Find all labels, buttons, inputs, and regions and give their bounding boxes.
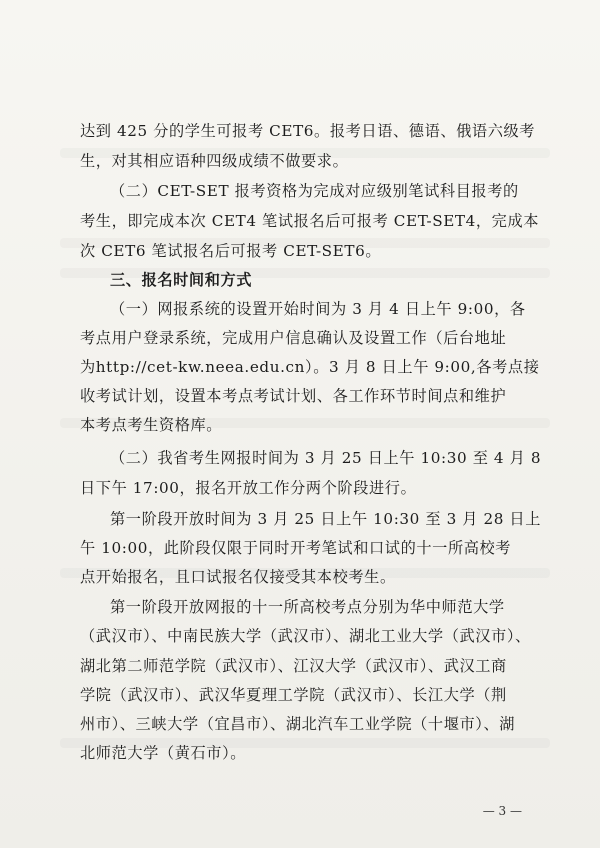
body-line: 次 CET6 笔试报名后可报考 CET-SET6。 — [80, 242, 382, 260]
body-line: 点开始报名，且口试报名仅接受其本校考生。 — [80, 568, 396, 586]
body-line: 考生，即完成本次 CET4 笔试报名后可报考 CET-SET4，完成本 — [80, 212, 540, 230]
body-line: 为http://cet-kw.neea.edu.cn）。3 月 8 日上午 9:00,各考点接 — [80, 358, 540, 376]
body-line: 湖北第二师范学院（武汉市）、江汉大学（武汉市）、武汉工商 — [80, 657, 507, 675]
body-line: 收考试计划，设置本考点考试计划、各工作环节时间点和维护 — [80, 387, 507, 405]
body-line: （二）CET-SET 报考资格为完成对应级别笔试科目报考的 — [110, 182, 519, 200]
body-line: 生，对其相应语种四级成绩不做要求。 — [80, 152, 349, 170]
section-heading: 三、报名时间和方式 — [110, 271, 253, 289]
body-line: 午 10:00，此阶段仅限于同时开考笔试和口试的十一所高校考 — [80, 539, 512, 557]
body-line: 本考点考生资格库。 — [80, 416, 223, 434]
body-line: 州市）、三峡大学（宜昌市）、湖北汽车工业学院（十堰市）、湖 — [80, 715, 516, 733]
body-line: 达到 425 分的学生可报考 CET6。报考日语、德语、俄语六级考 — [80, 122, 536, 140]
body-line: 北师范大学（黄石市）。 — [80, 744, 247, 762]
body-line: 第一阶段开放网报的十一所高校考点分别为华中师范大学 — [110, 598, 505, 616]
body-line: 学院（武汉市）、武汉华夏理工学院（武汉市）、长江大学（荆 — [80, 686, 507, 704]
body-line: （武汉市）、中南民族大学（武汉市）、湖北工业大学（武汉市）、 — [80, 627, 531, 645]
body-line: （二）我省考生网报时间为 3 月 25 日上午 10:30 至 4 月 8 — [110, 449, 542, 467]
body-line: 日下午 17:00，报名开放工作分两个阶段进行。 — [80, 479, 417, 497]
body-line: （一）网报系统的设置开始时间为 3 月 4 日上午 9:00，各 — [110, 300, 526, 318]
body-line: 第一阶段开放时间为 3 月 25 日上午 10:30 至 3 月 28 日上 — [110, 510, 542, 528]
body-line: 考点用户登录系统，完成用户信息确认及设置工作（后台地址 — [80, 329, 507, 347]
page-number: — 3 — — [482, 804, 522, 818]
